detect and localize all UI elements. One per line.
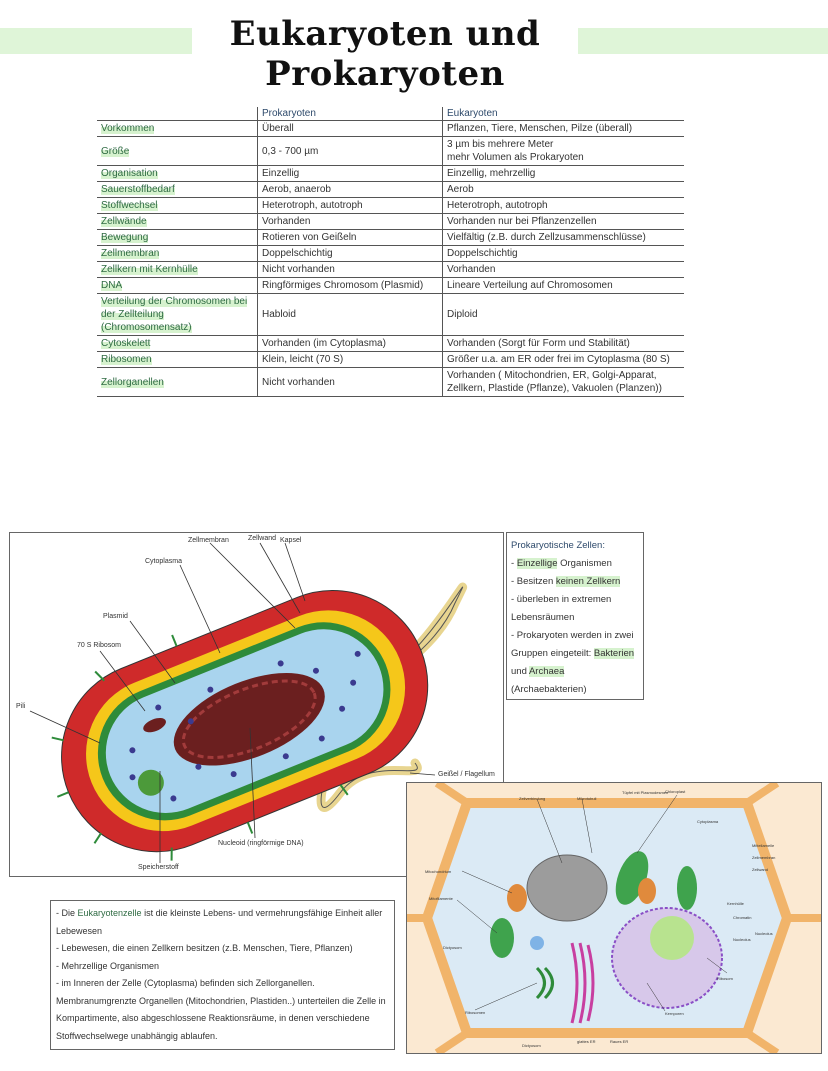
- label-ribosom: 70 S Ribosom: [77, 642, 121, 649]
- highlight: Archaea: [528, 666, 565, 677]
- row-label: [97, 166, 258, 182]
- cell-text: Aerob, anaerob: [262, 184, 331, 195]
- cell-text: Nicht vorhanden: [262, 264, 335, 275]
- chloroplast: [677, 866, 697, 910]
- eukaryote-line: Kompartimente, also abgeschlossene Reaktionsräume, in denen verschiedene: [56, 1013, 370, 1023]
- label-zellwand: Zellwand: [248, 535, 277, 542]
- vesicle: [530, 936, 544, 950]
- cell-text: Diploid: [447, 309, 478, 320]
- cell-text: Verteilung der Chromosomen bei der Zellteilung (Chromosomensatz): [101, 296, 248, 333]
- highlight: Bakterien: [593, 648, 635, 659]
- table-row: [97, 294, 684, 336]
- prokaryote-line: [511, 645, 639, 663]
- mitochondrium: [507, 884, 527, 912]
- cell-text: Pflanzen, Tiere, Menschen, Pilze (überall): [447, 123, 633, 134]
- table-row: [97, 230, 684, 246]
- mitochondrium: [638, 878, 656, 904]
- cell-text: 3 µm bis mehrere Meter: [447, 139, 554, 150]
- table-row: [97, 166, 684, 182]
- table-row: [97, 214, 684, 230]
- cell-text: Cytoskelett: [101, 338, 151, 349]
- cell-text: Vorhanden nur bei Pflanzenzellen: [447, 216, 597, 227]
- eukaryote-cell: [443, 121, 685, 137]
- prokaryote-cell: [258, 278, 443, 294]
- eukaryote-line: Stoffwechselwege unabhängig ablaufen.: [56, 1030, 218, 1041]
- highlight: keinen Zellkern: [555, 576, 621, 587]
- cell-text: Zellmembran: [101, 248, 160, 259]
- euk-label-chromatin: Chromatin: [733, 915, 752, 920]
- row-label: [97, 352, 258, 368]
- prokaryote-line: [511, 663, 639, 681]
- euk-label-kernporen: Kernporen: [665, 1011, 684, 1016]
- row-label: [97, 368, 258, 397]
- label-kapsel: Kapsel: [280, 537, 302, 544]
- euk-label-kernhuelle: Kernhülle: [727, 901, 744, 906]
- cell-text: Vielfältig (z.B. durch Zellzusammenschlüsse): [447, 232, 646, 243]
- cell-text: Vorhanden (Sorgt für Form und Stabilität): [447, 338, 630, 349]
- row-label: [97, 214, 258, 230]
- table-row: [97, 198, 684, 214]
- eukaryote-info-box: [50, 900, 395, 1050]
- label-zellmembran: Zellmembran: [188, 537, 229, 544]
- euk-label-mittellamelle: Mittellamelle: [752, 843, 775, 848]
- table-row: [97, 336, 684, 352]
- cell-text: Heterotroph, autotroph: [262, 200, 363, 211]
- cell-text: Doppelschichtig: [262, 248, 333, 259]
- prokaryote-cell: [258, 137, 443, 166]
- euk-label-zellmembran: Zellmembran: [752, 855, 776, 860]
- cell-text: Vorhanden ( Mitochondrien, ER, Golgi-Apparat,: [447, 370, 657, 381]
- nucleolus-region: [650, 916, 694, 960]
- euk-label-dictyosom: Dictyosom: [443, 945, 462, 950]
- eukaryote-cell: [443, 294, 685, 336]
- euk-label-glattes-er: glattes ER: [577, 1039, 596, 1044]
- eukaryote-cell: [443, 198, 685, 214]
- prokaryote-cell: [258, 368, 443, 397]
- row-label: [97, 336, 258, 352]
- text: - Die: [56, 908, 78, 918]
- eukaryote-cell: [443, 278, 685, 294]
- cell-text: Vorkommen: [101, 123, 155, 134]
- prokaryote-line: [511, 573, 639, 591]
- euk-label-zellwand: Zellwand: [752, 867, 769, 872]
- chloroplast: [490, 918, 514, 958]
- label-cytoplasma: Cytoplasma: [145, 558, 182, 565]
- cell-text: Stoffwechsel: [101, 200, 158, 211]
- table-row: [97, 368, 684, 397]
- row-label: [97, 182, 258, 198]
- cell-text: Größer u.a. am ER oder frei im Cytoplasma (80 S): [447, 354, 670, 365]
- cell-text: Zellkern mit Kernhülle: [101, 264, 198, 275]
- cell-text: Aerob: [447, 184, 474, 195]
- row-label: [97, 198, 258, 214]
- table-row: [97, 121, 684, 137]
- eukaryote-line: Membranumgrenzte Organellen (Mitochondrien, Plastiden..) unterteilen die Zelle in: [56, 995, 386, 1006]
- table-row: [97, 262, 684, 278]
- text: Organismen: [557, 558, 612, 569]
- table-row: [97, 278, 684, 294]
- eukaryote-cell: [443, 137, 685, 166]
- eukaryote-line: [56, 905, 389, 923]
- highlight: Einzellige: [516, 558, 558, 569]
- cell-text: Heterotroph, autotroph: [447, 200, 548, 211]
- highlight: Eukaryotenzelle: [77, 908, 142, 918]
- euk-label-chloroplast: Chloroplast: [665, 789, 686, 794]
- cell-text: DNA: [101, 280, 123, 291]
- cell-text: Klein, leicht (70 S): [262, 354, 344, 365]
- cell-text: 0,3 - 700 µm: [262, 145, 319, 157]
- cell-text: Zellkern, Plastide (Pflanze), Vakuolen (Planzen)): [447, 383, 662, 394]
- prokaryote-cell: [258, 166, 443, 182]
- header-cell: Eukaryoten: [447, 108, 498, 119]
- cell-text: Organisation: [101, 168, 158, 179]
- prokaryote-box-heading: Prokaryotische Zellen:: [511, 540, 605, 551]
- eukaryote-line: - Lebewesen, die einen Zellkern besitzen (z.B. Menschen, Tiere, Pflanzen): [56, 943, 353, 953]
- prokaryote-line: Lebensräumen: [511, 612, 575, 623]
- eukaryote-cell: [443, 214, 685, 230]
- prokaryote-cell: [258, 214, 443, 230]
- cell-text: Zellorganellen: [101, 376, 164, 388]
- eukaryote-cell: [443, 166, 685, 182]
- table-row: [97, 182, 684, 198]
- eukaryote-line: - im Inneren der Zelle (Cytoplasma) befinden sich Zellorganellen.: [56, 978, 315, 988]
- page-title: Eukaryoten und Prokaryoten: [229, 14, 541, 94]
- eukaryote-cell: [443, 246, 685, 262]
- euk-label-nucleolus: Nucleolus: [733, 937, 751, 942]
- euk-label-ribosom: Ribosom: [717, 976, 733, 981]
- euk-label-dictyosom-b: Dictyosom: [522, 1043, 541, 1048]
- cell-text: Rotieren von Geißeln: [262, 232, 357, 243]
- cell-text: Doppelschichtig: [447, 248, 518, 259]
- cell-text: Einzellig: [262, 168, 300, 179]
- euk-label-mikrotubuli: Mikrotubuli: [577, 796, 597, 801]
- text: Gruppen eingeteilt:: [511, 648, 594, 659]
- prokaryote-cell: [258, 262, 443, 278]
- cell-text: Vorhanden (im Cytoplasma): [262, 338, 386, 349]
- label-pili: Pili: [16, 703, 26, 710]
- header-cell: [97, 107, 258, 121]
- prokaryote-line: - Prokaryoten werden in zwei: [511, 630, 634, 641]
- comparison-table: [97, 107, 684, 397]
- label-nucleoid: Nucleoid (ringförmige DNA): [218, 840, 304, 847]
- text: - Besitzen: [511, 576, 556, 587]
- euk-label-mitofilamente: Mitofilamente: [429, 896, 453, 901]
- label-plasmid: Plasmid: [103, 613, 128, 620]
- cell-text: Habloid: [262, 309, 296, 320]
- row-label: [97, 294, 258, 336]
- euk-label-tuepfel: Tüpfel mit Plasmodesmen: [622, 790, 669, 795]
- table-row: [97, 137, 684, 166]
- header-cell: Prokaryoten: [258, 107, 443, 121]
- prokaryote-cell: [258, 294, 443, 336]
- cell-text: Überall: [262, 123, 294, 134]
- row-label: [97, 278, 258, 294]
- eukaryote-cell: [443, 336, 685, 352]
- row-label: [97, 262, 258, 278]
- eukaryote-cell: [443, 230, 685, 246]
- label-geissel: Geißel / Flagellum: [438, 771, 495, 778]
- row-label: [97, 121, 258, 137]
- cell-text: Zellwände: [101, 216, 147, 227]
- eukaryote-diagram: [406, 782, 822, 1054]
- prokaryote-cell: [258, 182, 443, 198]
- eukaryote-line: - Mehrzellige Organismen: [56, 960, 160, 971]
- text: -: [511, 558, 517, 569]
- cell-text: Nicht vorhanden: [262, 376, 335, 388]
- prokaryote-line: (Archaebakterien): [511, 684, 587, 695]
- prokaryote-line: [511, 555, 639, 573]
- prokaryote-line: - überleben in extremen: [511, 594, 612, 605]
- text: und: [511, 666, 529, 677]
- prokaryote-cell: [258, 198, 443, 214]
- cell-text: Größe: [101, 145, 130, 157]
- cell-text: Ringförmiges Chromosom (Plasmid): [262, 280, 424, 291]
- prokaryote-info-box: [506, 532, 644, 700]
- cell-text: Vorhanden: [262, 216, 311, 227]
- table-row: [97, 246, 684, 262]
- euk-label-zellkern: Zellverbindung: [519, 796, 546, 801]
- eukaryote-cell: [443, 352, 685, 368]
- label-speicherstoff: Speicherstoff: [138, 864, 179, 871]
- table-header-row: [97, 107, 684, 121]
- cell-text: Sauerstoffbedarf: [101, 184, 175, 195]
- cell-text: Bewegung: [101, 232, 149, 243]
- euk-label-mitochondrium: Mitochondrium: [425, 869, 452, 874]
- prokaryote-cell: [258, 352, 443, 368]
- prokaryote-cell: [258, 246, 443, 262]
- prokaryote-cell: [258, 230, 443, 246]
- row-label: [97, 230, 258, 246]
- cell-text: Lineare Verteilung auf Chromosomen: [447, 280, 613, 291]
- euk-label-ribosomen: Ribosomen: [465, 1010, 486, 1015]
- eukaryote-cell: [443, 182, 685, 198]
- cell-text: Einzellig, mehrzellig: [447, 168, 536, 179]
- eukaryote-cell: [443, 368, 685, 397]
- eukaryote-line: Lebewesen: [56, 925, 103, 936]
- euk-label-nucleolus-alt: Nucleolus: [755, 931, 773, 936]
- table-row: [97, 352, 684, 368]
- prokaryote-cell: [258, 336, 443, 352]
- prokaryote-cell: [258, 121, 443, 137]
- euk-label-cytoplasma: Cytoplasma: [697, 819, 719, 824]
- cell-text: Vorhanden: [447, 264, 496, 275]
- text: ist die kleinste Lebens- und vermehrungsfähige Einheit aller: [141, 908, 383, 918]
- cell-text: mehr Volumen als Prokaryoten: [447, 152, 584, 163]
- eukaryote-cell: [443, 262, 685, 278]
- nucleus: [527, 855, 607, 921]
- euk-label-raues-er: Raues ER: [610, 1039, 629, 1044]
- cell-text: Ribosomen: [101, 354, 152, 365]
- row-label: [97, 246, 258, 262]
- row-label: [97, 137, 258, 166]
